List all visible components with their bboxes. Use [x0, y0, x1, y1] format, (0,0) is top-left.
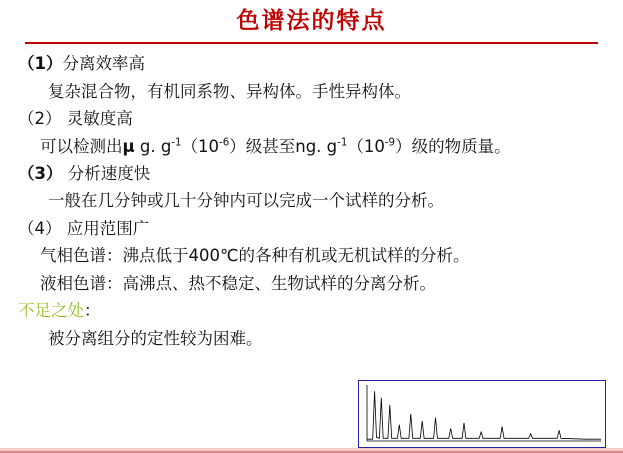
list-item	[18, 163, 609, 184]
item-text: 应用范围广	[61, 218, 150, 238]
list-item	[18, 108, 609, 129]
item-text: 液相色谱：高沸点、热不稳定、生物试样的分离分析。	[40, 273, 436, 293]
item-text: 一般在几分钟或几十分钟内可以完成一个试样的分析。	[48, 191, 444, 211]
detect-d: （10	[347, 136, 385, 156]
list-item	[40, 273, 609, 294]
list-item	[48, 190, 609, 211]
item-marker: （2）	[18, 109, 62, 129]
slide-body	[0, 44, 623, 349]
sup-minus-nine: -9	[384, 137, 396, 149]
detect-c: ）级甚至ng. g	[229, 136, 338, 156]
list-item	[18, 53, 609, 74]
item-text: 复杂混合物，有机同系物、异构体。手性异构体。	[48, 81, 411, 101]
item-text: 气相色谱：沸点低于400℃的各种有机或无机试样的分析。	[40, 246, 470, 266]
shortcoming-colon: ：	[84, 301, 101, 321]
mu-symbol: μ	[122, 136, 135, 156]
detect-e: ）级的物质量。	[395, 136, 511, 156]
detect-a: g. g	[134, 136, 172, 156]
item-marker: （1）	[18, 54, 63, 74]
chromatogram-chart	[358, 380, 606, 448]
item-marker: （4）	[18, 218, 62, 238]
sup-minus-one: -1	[171, 137, 182, 149]
sup-minus-six: -6	[219, 137, 230, 149]
page-title: 色谱法的特点	[236, 8, 387, 34]
chromatogram-svg	[359, 381, 605, 447]
shortcoming-label: 不足之处	[18, 301, 84, 321]
list-item	[48, 81, 609, 102]
shortcoming-heading	[18, 300, 609, 321]
slide	[0, 9, 623, 453]
shortcoming-text: 被分离组分的定性较为困难。	[48, 328, 263, 348]
detect-prefix: 可以检测出	[40, 136, 123, 156]
item-text: 灵敏度高	[61, 109, 133, 129]
sup-minus-one-2: -1	[337, 137, 348, 149]
list-item-detection-limit	[40, 136, 609, 157]
item-text: 分离效率高	[62, 54, 145, 74]
list-item	[40, 245, 609, 266]
item-text: 分析速度快	[62, 164, 151, 184]
detect-b: （10	[181, 136, 220, 156]
item-marker: （3）	[18, 164, 63, 184]
list-item	[18, 218, 609, 239]
